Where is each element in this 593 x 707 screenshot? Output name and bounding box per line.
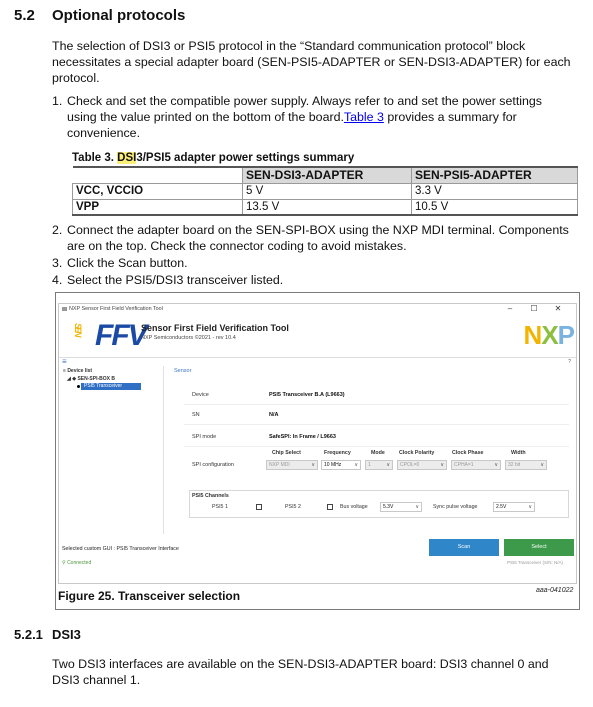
mode-dropdown[interactable]: 1 ∨: [365, 460, 393, 470]
sync-voltage-dropdown[interactable]: 2.5V ∨: [493, 502, 535, 512]
menu-bar: [59, 357, 576, 365]
maximize-icon[interactable]: ☐: [530, 304, 538, 313]
scan-button[interactable]: Scan: [429, 539, 499, 556]
selected-dot-icon: [77, 385, 80, 388]
subsection-paragraph: Two DSI3 interfaces are available on the SEN-DSI3-ADAPTER board: DSI3 channel 0 and DSI3 channel 1.: [52, 657, 549, 687]
clock-phase-dropdown[interactable]: CPHA=1 ∨: [451, 460, 501, 470]
app-subtitle: NXP Semiconductors ©2021 - rev 10.4: [141, 335, 236, 341]
prop-label: SPI configuration: [192, 462, 234, 468]
transceiver-footer: PSI5 Transceiver (S/N: N/A): [507, 560, 564, 565]
width-dropdown[interactable]: 32 bit ∨: [505, 460, 547, 470]
connection-status: ⚲ Connected: [62, 560, 92, 566]
table-row: VPP 13.5 V 10.5 V: [73, 199, 578, 215]
ffv-logo: SEN FFV: [73, 319, 146, 352]
bus-voltage-dropdown[interactable]: 5.3V ∨: [380, 502, 422, 512]
figure-id: aaa-041022: [536, 587, 574, 594]
close-icon[interactable]: ✕: [554, 304, 562, 313]
prop-label: SN: [192, 412, 200, 418]
table-caption: Table 3. DSI3/PSI5 adapter power settings summary: [72, 152, 355, 164]
chip-select-dropdown[interactable]: NXP MDI ∨: [266, 460, 318, 470]
select-button[interactable]: Select: [504, 539, 574, 556]
app-header: [61, 319, 576, 355]
table-3-link[interactable]: Table 3: [343, 110, 384, 124]
step-2: 2. Connect the adapter board on the SEN-SPI-BOX using the NXP MDI terminal. Components are on the top. Check the connector coding to avoid mistakes.: [52, 223, 569, 253]
section-title: Optional protocols: [52, 7, 186, 24]
table-header-row: [73, 167, 578, 183]
prop-value-device: PSI5 Transceiver B.A (L9663): [269, 392, 345, 398]
plug-icon: ⚲: [62, 560, 66, 566]
col-dsi3: SEN-DSI3-ADAPTER: [243, 167, 412, 183]
status-gui: Selected custom GUI : PSI5 Transceiver Interface: [62, 546, 179, 552]
prop-value-spi-mode: SafeSPI: In Frame / L9663: [269, 434, 336, 440]
device-list-panel: [59, 366, 164, 534]
sensor-label: Sensor: [174, 368, 192, 374]
prop-label: Device: [192, 392, 209, 398]
app-icon: [62, 307, 67, 311]
psi5-channels-title: PSI5 Channels: [192, 493, 229, 499]
step-1: 1. Check and set the compatible power supply. Always refer to and set the power settings using the value printed on the bottom of the board.Table 3 provides a summary for convenience.: [52, 94, 542, 140]
step-3: 3. Click the Scan button.: [52, 256, 188, 270]
step-4: 4. Select the PSI5/DSI3 transceiver listed.: [52, 273, 284, 287]
app-title: Sensor First Field Verification Tool: [141, 323, 289, 333]
window-titlebar: [59, 304, 576, 314]
hamburger-menu-icon[interactable]: ≡: [62, 357, 67, 366]
nxp-logo: NXP: [523, 320, 574, 350]
frequency-dropdown[interactable]: 10 MHz ∨: [321, 460, 361, 470]
section-heading: [14, 7, 185, 24]
section-number: 5.2: [14, 7, 35, 24]
psi5-2-checkbox[interactable]: [327, 504, 333, 510]
power-settings-table: [72, 166, 578, 216]
device-item-psi5-transceiver[interactable]: PSI5 Transceiver: [81, 383, 141, 390]
psi5-1-checkbox[interactable]: [256, 504, 262, 510]
minimize-icon[interactable]: –: [507, 304, 513, 313]
subsection-heading: 5.2.1 DSI3: [14, 627, 81, 642]
intro-paragraph: The selection of DSI3 or PSI5 protocol in the “Standard communication protocol” block necessitates a special adapter board (SEN-PSI5-ADAPTER or SEN-DSI3-ADAPTER) for each protocol.: [52, 39, 571, 85]
col-psi5: SEN-PSI5-ADAPTER: [412, 167, 578, 183]
search-highlight: DSI: [117, 152, 137, 164]
figure-caption: Figure 25. Transceiver selection: [58, 589, 241, 603]
clock-polarity-dropdown[interactable]: CPOL=0 ∨: [397, 460, 447, 470]
help-icon[interactable]: ?: [568, 359, 571, 365]
prop-label: SPI mode: [192, 434, 217, 440]
prop-value-sn: N/A: [269, 412, 279, 418]
device-node[interactable]: ◢ ◆ SEN-SPI-BOX B: [67, 376, 115, 382]
device-list-heading: ≡ Device list: [63, 368, 93, 374]
psi5-channels-group: PSI5 Channels PSI5 1 PSI5 2 Bus voltage 5.3V ∨ Sync pulse voltage 2.5V ∨: [189, 490, 569, 518]
table-row: VCC, VCCIO 5 V 3.3 V: [73, 183, 578, 199]
app-screenshot: NXP Sensor First Field Verification Tool – ☐ ✕ SEN FFV Sensor First Field Verification Tool NXP Semiconductors ©2021 - rev 10.4 NXP ≡ ? ≡ Device list ◢ ◆ SEN-SPI-BOX B PSI5 Transceiver Sensor Device PSI5 Transceiver B.A (L9663) SN N/A SPI mode SafeSPI: In Frame / L9663 SPI configuration Chip Select Frequency Mode Clock Polarity Clock Phase Width NXP MDI ∨ 10 MHz ∨ 1 ∨ CPOL=0 ∨ CPHA=1 ∨ 32 bit ∨ PSI5 Channels PSI5 1 PSI5 2 Bus voltage 5.3V ∨ Sync pulse voltage 2.5V ∨ Selected custom GUI : PSI5 Transceiver Interface ⚲ Connected Scan Select PSI5 Transceiver (S/N: N/A): [58, 303, 577, 584]
window-title: NXP Sensor First Field Verification Tool: [69, 306, 163, 312]
